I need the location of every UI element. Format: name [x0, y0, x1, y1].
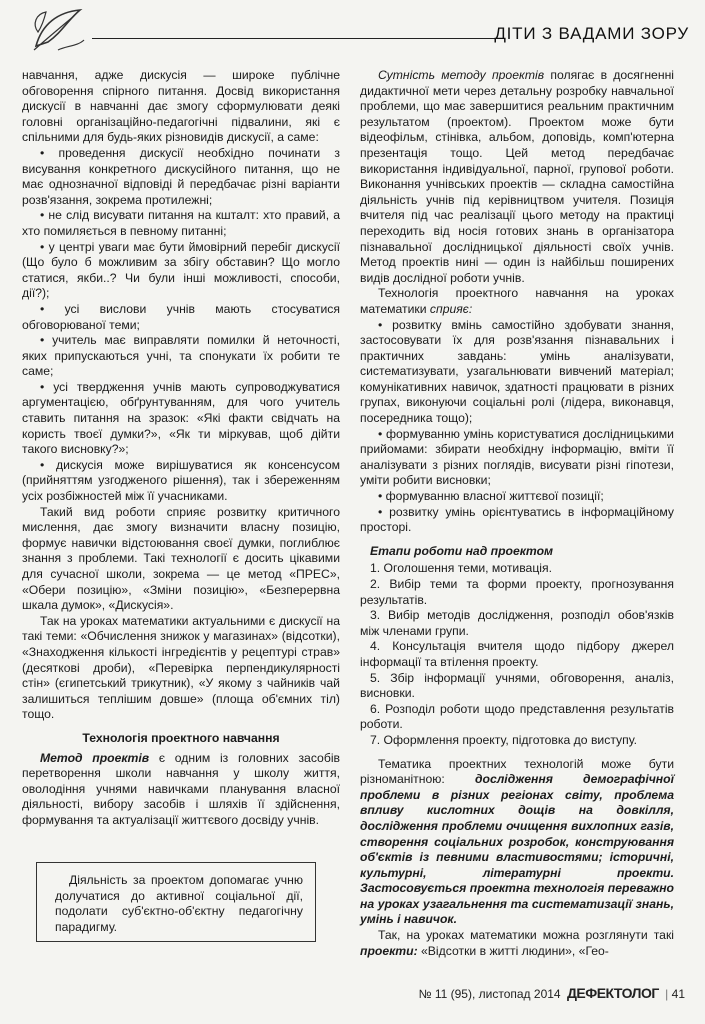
right-paragraph-2: Технологія проектного навчання на уроках математики сприяє:	[360, 286, 674, 316]
left-column	[22, 68, 340, 829]
issue-info: № 11 (95), листопад 2014	[418, 987, 561, 1001]
left-paragraph-3: Так на уроках математики актуальними є дискусії на такі теми: «Обчислення знижок у магазинах» (відсотки), «Знаходження кількості інгредієнтів у рецептурі страв» (десяткові дроби), «Перевірка перпендикулярності стін» (єгипетський трикутник), «У якому з чайників чай залишиться теплішим довше» (площа об'ємних тіл) тощо.	[22, 613, 340, 722]
list-item: • не слід висувати питання на кшталт: хто правий, а хто помиляється в певному питанні;	[22, 208, 340, 239]
section-subheading: Технологія проектного навчання	[82, 730, 280, 745]
header-rule	[92, 38, 505, 39]
left-paragraph-2: Такий вид роботи сприяє розвитку критичного мислення, дає змогу визначити власну позицію, формує навички відстоювання своєї думки, поглиблює знання з проблеми. Такі технології є досить цікавими для сучасної школи, зокрема — це метод «ПРЕС», «Обери позицію», «Зміни позицію», «Безперервна шкала думок», «Дискусія».	[22, 504, 340, 613]
term-method-essence: Сутність методу проектів	[378, 68, 545, 82]
page-header	[0, 0, 705, 62]
left-paragraph-1: навчання, адже дискусія — широке публічне обговорення спірного питання. Досвід використання дискусії в навчанні дає змогу сформулювати деякі головні організаційно-педагогічні підвалини, які є спільними для будь-яких різновидів дискусії, а саме:	[22, 68, 340, 145]
list-item: • проведення дискусії необхідно починати з висування конкретного дискусійного питання, що не має однозначної відповіді й передбачає різні варіанти розв'язання, зокрема протилежні;	[22, 146, 340, 208]
stage-item: 1. Оголошення теми, мотивація.	[370, 561, 552, 576]
page-footer	[419, 985, 685, 1001]
stages-heading: Етапи роботи над проектом	[370, 543, 554, 558]
stage-item: 5. Збір інформації учнями, обговорення, аналіз, висновки.	[360, 670, 674, 701]
section-title: ДІТИ З ВАДАМИ ЗОРУ	[494, 24, 689, 43]
callout-box	[36, 862, 316, 942]
stage-item: 6. Розподіл роботи щодо представлення результатів роботи.	[360, 701, 674, 732]
magazine-logo: ДЕФЕКТОЛОГ	[566, 985, 659, 1001]
stage-item: 2. Вибір теми та форми проекту, прогнозування результатів.	[360, 577, 674, 607]
right-paragraph-1: Сутність методу проектів полягає в досягненні дидактичної мети через детальну розробку навчальної проблеми, що має завершитися реальним практичним результатом (проектом). Проектом може бути відеофільм, стінівка, альбом, доповідь, комп'ютерна презентація тощо. Цей метод передбачає використання індивідуальної, парної, групової роботи. Виконання учнівських проектів — складна самостійна діяльність учнів під керівництвом учителя. Позиція вчителя під час реалізації цього методу на практиці переходить від носія готових знань в організатора пізнавальної дослідницької діяльності своїх учнів. Метод проектів нині — один із найбільш поширених видів дослідної роботи учнів.	[360, 68, 675, 285]
right-paragraph-3: Тематика проектних технологій може бути різноманітною: дослідження демографічної проблеми в різних регіонах світу, проблема впливу кислотних дощів на довкілля, дослідження проблеми очищення вихлопних газів, створення соціальних розробок, конструювання об'єктів із певними властивостями; історичні, культурні, літературні проекти. Застосовується проектна технологія переважно на уроках узагальнення та систематизації знань, умінь і навичок.	[360, 756, 675, 927]
list-item: • формуванню умінь користуватися дослідницькими прийомами: збирати необхідну інформацію, вміти її аналізувати з різних поглядів, висувати різні гіпотези, уміти робити висновки;	[360, 427, 674, 489]
left-paragraph-4: Метод проектів є одним із головних засобів перетворення школи навчання у школу життя, оволодіння учнями навичками планування власної діяльності, вибору засобів і шляхів її здійснення, формування та актуалізації життєвого досвіду учнів.	[22, 750, 340, 827]
list-item: • учитель має виправляти помилки й неточності, яких припускаються учні, та спонукати їх робити те саме;	[22, 333, 340, 380]
stage-item: 3. Вибір методів дослідження, розподіл обов'язків між членами групи.	[360, 608, 674, 638]
list-item: • усі твердження учнів мають супроводжуватися аргументацією, обґрунтуванням, для чого учитель ставить питання на зразок: «Які факти свідчать на користь твоєї думки?», «Як ти міркував, щоб дійти такого висновку?»;	[22, 380, 340, 458]
divider: |	[665, 987, 669, 1001]
leaf-ornament-icon	[28, 6, 88, 54]
spacer	[360, 749, 674, 757]
list-item: • усі вислови учнів мають стосуватися обговорюваної теми;	[22, 302, 340, 333]
right-column	[360, 68, 674, 959]
term-project-method: Метод проектів	[40, 750, 150, 765]
stage-item: 4. Консультація вчителя щодо підбору джерел інформації та втілення проекту.	[360, 639, 674, 669]
page-number: 41	[671, 987, 685, 1001]
list-item: • формуванню власної життєвої позиції;	[360, 489, 674, 505]
right-paragraph-4: Так, на уроках математики можна розглянути такі проекти: «Відсотки в житті людини», «Гео-	[360, 928, 674, 958]
callout-text: Діяльність за проектом допомагає учню долучатися до активної соціальної дії, подолати суб'єктно-об'єктну педагогічну парадигму.	[55, 873, 303, 934]
list-item: • дискусія може вирішуватися як консенсусом (прийняттям узгодженого рішення), так і збереженням усіх розбіжностей між її учасниками.	[22, 458, 340, 505]
list-item: • розвитку вмінь самостійно здобувати знання, застосовувати їх для розв'язання пізнавальних і практичних завдань: умінь аналізувати, систематизувати, узагальнювати вивчений матеріал; комунікативних навичок, здатності працювати в різних групах, виконуючи соціальні ролі (лідера, виконавця, посередника тощо);	[360, 318, 674, 427]
stage-item: 7. Оформлення проекту, підготовка до виступу.	[370, 732, 637, 747]
list-item: • розвитку умінь орієнтуватись в інформаційному просторі.	[360, 505, 674, 536]
list-item: • у центрі уваги має бути ймовірний перебіг дискусії (Що було б можливим за збігу обставин? Що могло статися, якби..? Чи були інші можливості, способи, дії?);	[22, 240, 340, 302]
